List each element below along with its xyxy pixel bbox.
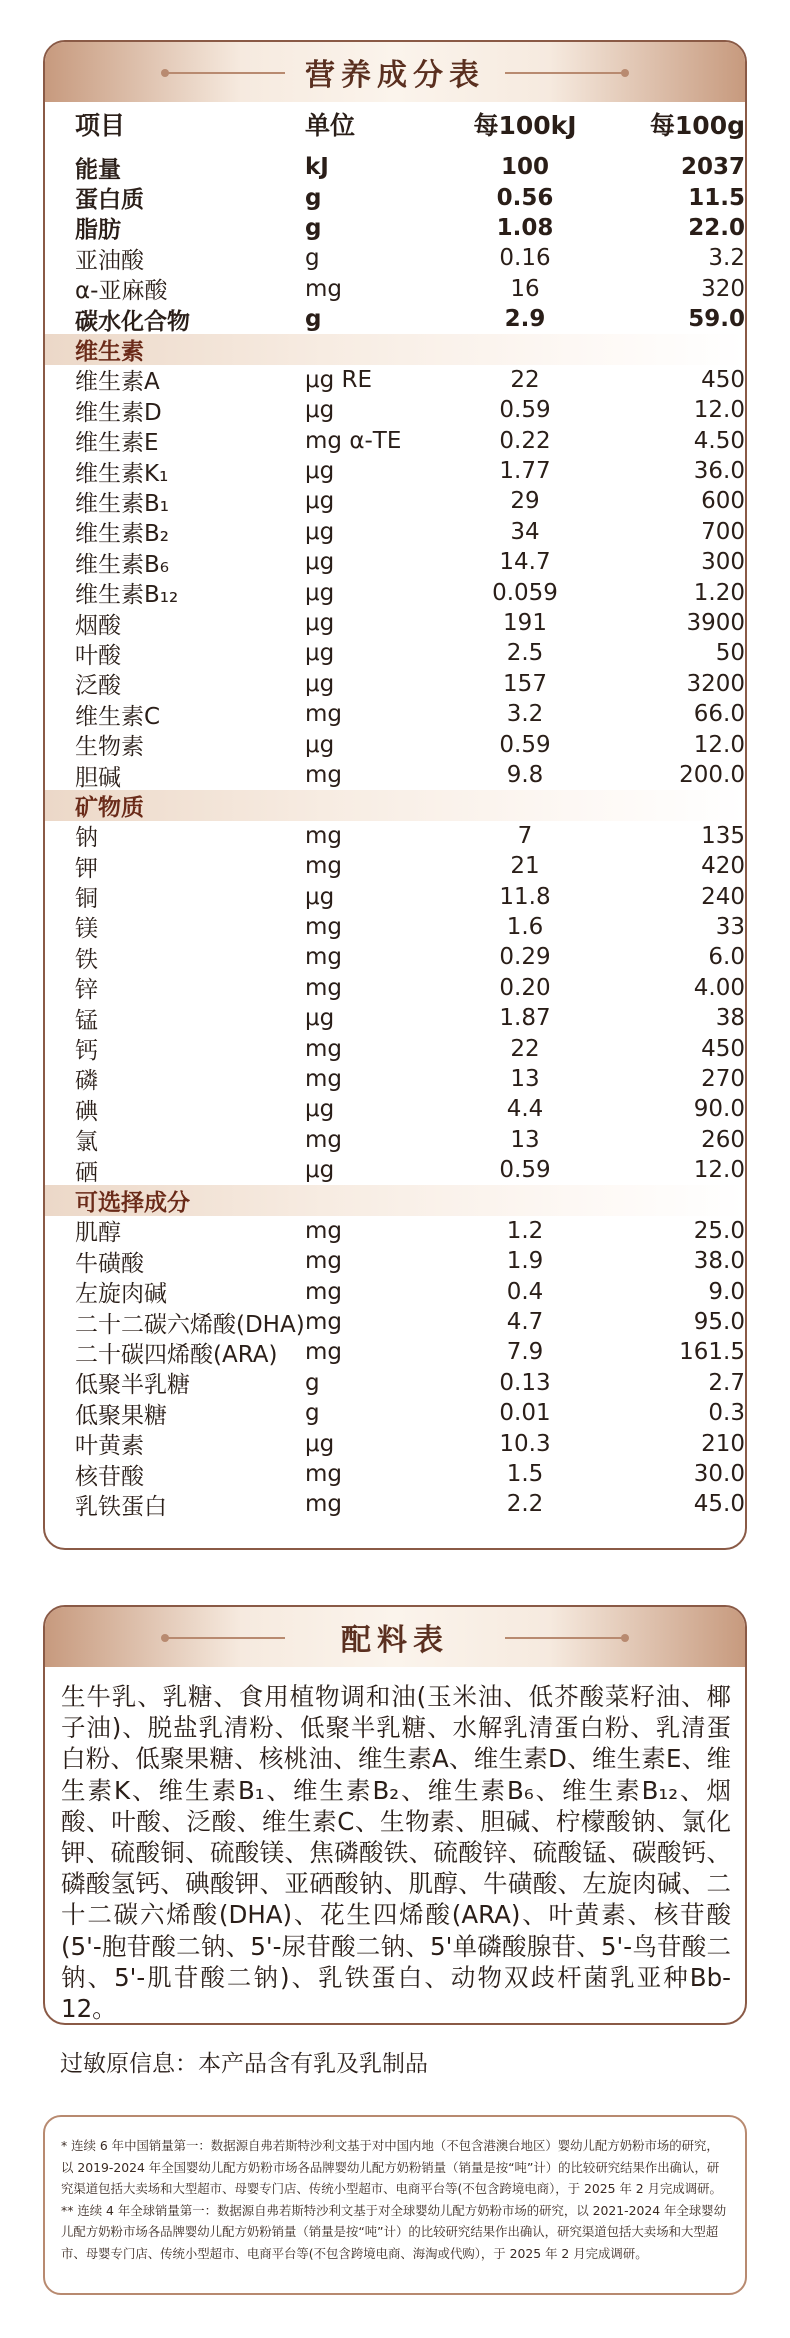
nutrient-name: 乳铁蛋白 bbox=[75, 1493, 167, 1520]
nutrient-name: 钠 bbox=[75, 825, 98, 852]
nutrient-per-kj: 22 bbox=[510, 366, 540, 393]
nutrient-name: 叶酸 bbox=[75, 642, 121, 669]
nutrient-name: 维生素B₂ bbox=[75, 521, 169, 548]
header-item: 项目 bbox=[75, 111, 126, 140]
nutrient-name: 牛磺酸 bbox=[75, 1250, 144, 1277]
nutrient-row bbox=[45, 274, 745, 304]
nutrient-row bbox=[45, 881, 745, 911]
nutrient-per-g: 210 bbox=[701, 1430, 745, 1457]
nutrient-per-g: 135 bbox=[701, 822, 745, 849]
nutrient-per-kj: 4.4 bbox=[506, 1096, 544, 1123]
nutrient-per-g: 33 bbox=[715, 913, 745, 940]
nutrient-unit: μg bbox=[305, 883, 335, 910]
nutrient-per-g: 1.20 bbox=[693, 579, 745, 606]
nutrient-name: 脂肪 bbox=[75, 217, 121, 244]
nutrient-per-kj: 100 bbox=[500, 154, 549, 181]
nutrient-per-kj: 13 bbox=[510, 1126, 540, 1153]
nutrient-name: 亚油酸 bbox=[75, 247, 144, 274]
nutrient-per-g: 50 bbox=[715, 640, 745, 667]
nutrient-name: 碳水化合物 bbox=[75, 308, 190, 335]
nutrient-per-kj: 10.3 bbox=[499, 1430, 551, 1457]
nutrient-per-kj: 22 bbox=[510, 1035, 540, 1062]
nutrient-per-kj: 0.59 bbox=[499, 1157, 551, 1184]
nutrient-name: 二十二碳六烯酸(DHA) bbox=[75, 1311, 305, 1338]
table-body bbox=[45, 146, 745, 1520]
header-decoration-left bbox=[165, 1637, 285, 1639]
nutrient-row bbox=[45, 1216, 745, 1246]
nutrient-row bbox=[45, 365, 745, 395]
nutrient-name: 维生素K₁ bbox=[75, 460, 169, 487]
nutrient-unit: μg bbox=[305, 488, 335, 515]
nutrient-row bbox=[45, 729, 745, 759]
nutrition-facts-card bbox=[43, 40, 747, 1550]
nutrient-row bbox=[45, 456, 745, 486]
nutrient-per-kj: 1.08 bbox=[496, 214, 554, 241]
nutrient-unit: g bbox=[305, 214, 322, 241]
nutrient-per-kj: 1.5 bbox=[506, 1460, 544, 1487]
nutrient-unit: mg bbox=[305, 701, 343, 728]
nutrient-per-kj: 0.59 bbox=[499, 397, 551, 424]
nutrient-row bbox=[45, 1398, 745, 1428]
nutrient-per-g: 6.0 bbox=[708, 944, 745, 971]
nutrient-unit: kJ bbox=[305, 154, 329, 181]
nutrient-per-g: 3900 bbox=[686, 610, 745, 637]
nutrient-per-g: 59.0 bbox=[688, 306, 745, 333]
nutrient-per-kj: 191 bbox=[503, 610, 547, 637]
nutrient-row bbox=[45, 395, 745, 425]
nutrient-row bbox=[45, 243, 745, 273]
nutrient-name: 核苷酸 bbox=[75, 1463, 144, 1490]
nutrient-unit: μg bbox=[305, 1430, 335, 1457]
nutrient-row bbox=[45, 608, 745, 638]
nutrient-unit: g bbox=[305, 1400, 320, 1427]
nutrient-name: 蛋白质 bbox=[75, 187, 144, 214]
nutrient-per-g: 36.0 bbox=[693, 458, 745, 485]
nutrient-per-g: 3.2 bbox=[708, 245, 745, 272]
header-decoration-right bbox=[505, 72, 625, 74]
nutrient-unit: μg bbox=[305, 397, 335, 424]
nutrient-unit: mg bbox=[305, 1217, 343, 1244]
nutrient-name: 锌 bbox=[75, 977, 98, 1004]
footnote: * 连续 6 年中国销量第一：数据源自弗若斯特沙利文基于对中国内地（不包含港澳台地区）婴幼儿配方奶粉市场的研究，以 2019-2024 年全国婴幼儿配方奶粉市场各品牌婴幼儿配方奶粉销量（销量是按“吨”计）的比较研究结果作出确认，研究渠道包括大卖场和大型超市、母婴专门店、传统小型超市、电商平台等(不包含跨境电商），于 2025 年 2 月完成调研。** 连续 4 年全球销量第一：数据源自弗若斯特沙利文基于对全球婴幼儿配方奶粉市场的研究，以 2021-2024 年全球婴幼儿配方奶粉市场各品牌婴幼儿配方奶粉销量（销量是按“吨”计）的比较研究结果作出确认，研究渠道包括大卖场和大型超市、母婴专门店、传统小型超市、电商平台等(不包含跨境电商、海淘或代购），于 2025 年 2 月完成调研。 bbox=[43, 2115, 747, 2295]
nutrient-per-g: 9.0 bbox=[708, 1278, 745, 1305]
nutrient-row bbox=[45, 1459, 745, 1489]
nutrient-per-kj: 0.01 bbox=[499, 1400, 551, 1427]
nutrient-name: 锰 bbox=[75, 1007, 98, 1034]
nutrient-per-g: 11.5 bbox=[688, 184, 745, 211]
nutrient-per-g: 12.0 bbox=[693, 397, 745, 424]
nutrient-name: 维生素B₆ bbox=[75, 551, 169, 578]
nutrient-name: 钾 bbox=[75, 855, 98, 882]
nutrient-per-g: 12.0 bbox=[693, 1157, 745, 1184]
header-decoration-right bbox=[505, 1637, 625, 1639]
nutrient-row bbox=[45, 1155, 745, 1185]
nutrient-unit: μg bbox=[305, 1096, 335, 1123]
nutrient-per-g: 95.0 bbox=[693, 1309, 745, 1336]
header-unit: 单位 bbox=[305, 111, 356, 140]
nutrient-row bbox=[45, 1489, 745, 1519]
nutrient-row bbox=[45, 1246, 745, 1276]
nutrient-unit: mg bbox=[305, 1248, 343, 1275]
nutrition-title: 营养成分表 bbox=[305, 58, 485, 93]
nutrient-per-kj: 1.87 bbox=[499, 1005, 551, 1032]
nutrient-name: 硒 bbox=[75, 1159, 98, 1186]
nutrient-unit: g bbox=[305, 1369, 320, 1396]
nutrient-row bbox=[45, 1307, 745, 1337]
nutrient-row bbox=[45, 577, 745, 607]
nutrient-row bbox=[45, 669, 745, 699]
nutrient-row bbox=[45, 1094, 745, 1124]
nutrient-unit: mg bbox=[305, 913, 343, 940]
header-decoration-left bbox=[165, 72, 285, 74]
nutrient-per-g: 260 bbox=[701, 1126, 745, 1153]
nutrient-name: 维生素C bbox=[75, 703, 161, 730]
nutrient-row bbox=[45, 1033, 745, 1063]
nutrient-per-g: 600 bbox=[701, 488, 745, 515]
nutrient-row bbox=[45, 1064, 745, 1094]
nutrient-per-kj: 9.8 bbox=[506, 762, 544, 788]
nutrient-name: 低聚半乳糖 bbox=[75, 1372, 190, 1399]
nutrient-row bbox=[45, 486, 745, 516]
nutrient-per-g: 700 bbox=[701, 518, 745, 545]
nutrition-header bbox=[45, 42, 745, 102]
nutrient-per-kj: 29 bbox=[510, 488, 540, 515]
nutrient-unit: mg bbox=[305, 853, 343, 880]
nutrient-row bbox=[45, 821, 745, 851]
nutrient-per-kj: 0.059 bbox=[492, 579, 558, 606]
nutrient-unit: mg bbox=[305, 1460, 343, 1487]
nutrient-row bbox=[45, 851, 745, 881]
nutrient-row bbox=[45, 1337, 745, 1367]
nutrient-name: 钙 bbox=[75, 1038, 98, 1065]
nutrient-unit: μg bbox=[305, 1157, 335, 1184]
nutrient-name: 左旋肉碱 bbox=[75, 1281, 167, 1308]
nutrient-per-kj: 1.9 bbox=[506, 1248, 544, 1275]
nutrient-per-kj: 0.59 bbox=[499, 731, 551, 758]
nutrient-per-kj: 0.4 bbox=[506, 1278, 544, 1305]
nutrient-unit: mg bbox=[305, 944, 343, 971]
ingredients-card bbox=[43, 1605, 747, 2025]
nutrient-per-kj: 7 bbox=[517, 822, 533, 849]
nutrient-per-kj: 0.20 bbox=[499, 974, 551, 1001]
nutrient-row bbox=[45, 973, 745, 1003]
header-per-kj: 每100kJ bbox=[473, 111, 577, 140]
nutrient-row bbox=[45, 1368, 745, 1398]
nutrient-unit: mg bbox=[305, 1278, 343, 1305]
section-heading: 维生素 bbox=[45, 334, 745, 364]
nutrient-unit: mg bbox=[305, 1035, 343, 1062]
nutrient-unit: mg bbox=[305, 762, 343, 788]
nutrient-per-g: 38.0 bbox=[693, 1248, 745, 1275]
nutrient-per-g: 38 bbox=[715, 1005, 745, 1032]
nutrient-per-kj: 11.8 bbox=[499, 883, 551, 910]
nutrient-row bbox=[45, 760, 745, 790]
nutrient-per-kj: 1.6 bbox=[506, 913, 544, 940]
nutrient-per-g: 2.7 bbox=[708, 1369, 745, 1396]
nutrient-unit: μg bbox=[305, 610, 335, 637]
section-heading: 矿物质 bbox=[45, 790, 745, 820]
nutrient-name: 镁 bbox=[75, 916, 98, 943]
nutrient-name: 维生素A bbox=[75, 369, 160, 396]
nutrient-per-g: 200.0 bbox=[679, 762, 745, 788]
nutrient-per-g: 3200 bbox=[686, 670, 745, 697]
nutrient-row bbox=[45, 1125, 745, 1155]
nutrient-per-kj: 0.56 bbox=[496, 184, 554, 211]
nutrient-per-kj: 7.9 bbox=[506, 1339, 544, 1366]
nutrient-per-g: 12.0 bbox=[693, 731, 745, 758]
nutrient-unit: mg bbox=[305, 1309, 343, 1336]
nutrient-per-g: 45.0 bbox=[693, 1491, 745, 1518]
nutrient-name: 低聚果糖 bbox=[75, 1402, 167, 1429]
ingredients-text: 生牛乳、乳糖、食用植物调和油(玉米油、低芥酸菜籽油、椰子油)、脱盐乳清粉、低聚半乳糖、水解乳清蛋白粉、乳清蛋白粉、低聚果糖、核桃油、维生素A、维生素D、维生素E、维生素K、维生素B₁、维生素B₂、维生素B₆、维生素B₁₂、烟酸、叶酸、泛酸、维生素C、生物素、胆碱、柠檬酸钠、氯化钾、硫酸铜、硫酸镁、焦磷酸铁、硫酸锌、硫酸锰、碳酸钙、磷酸氢钙、碘酸钾、亚硒酸钠、肌醇、牛磺酸、左旋肉碱、二十二碳六烯酸(DHA)、花生四烯酸(ARA)、叶黄素、核苷酸(5'-胞苷酸二钠、5'-尿苷酸二钠、5'单磷酸腺苷、5'-鸟苷酸二钠、5'-肌苷酸二钠)、乳铁蛋白、动物双歧杆菌乳亚种Bb-12。 bbox=[61, 1682, 731, 2024]
header-per-g: 每100g bbox=[649, 111, 745, 140]
nutrient-per-kj: 0.29 bbox=[499, 944, 551, 971]
nutrient-unit: mg bbox=[305, 1065, 343, 1092]
ingredients-header bbox=[45, 1607, 745, 1667]
section-heading: 可选择成分 bbox=[45, 1185, 745, 1215]
nutrient-name: 烟酸 bbox=[75, 612, 121, 639]
nutrient-unit: mg bbox=[305, 1491, 343, 1518]
nutrient-per-g: 420 bbox=[701, 853, 745, 880]
nutrient-row bbox=[45, 182, 745, 212]
nutrient-per-g: 450 bbox=[701, 366, 745, 393]
nutrient-per-kj: 2.2 bbox=[506, 1491, 544, 1518]
nutrient-per-kj: 13 bbox=[510, 1065, 540, 1092]
nutrient-unit: μg bbox=[305, 579, 335, 606]
nutrient-name: 肌醇 bbox=[75, 1220, 121, 1247]
nutrient-row bbox=[45, 638, 745, 668]
nutrient-unit: μg bbox=[305, 731, 335, 758]
nutrient-per-kj: 1.2 bbox=[506, 1217, 544, 1244]
nutrient-name: 能量 bbox=[75, 156, 121, 183]
nutrient-per-g: 4.00 bbox=[693, 974, 745, 1001]
nutrient-unit: μg bbox=[305, 518, 335, 545]
nutrient-row bbox=[45, 1276, 745, 1306]
nutrient-name: 维生素D bbox=[75, 399, 162, 426]
nutrient-name: 泛酸 bbox=[75, 673, 121, 700]
nutrient-unit: mg bbox=[305, 822, 343, 849]
nutrient-unit: g bbox=[305, 245, 320, 272]
nutrient-per-kj: 2.9 bbox=[504, 306, 546, 333]
nutrient-per-g: 0.3 bbox=[708, 1400, 745, 1427]
nutrient-per-kj: 14.7 bbox=[499, 549, 551, 576]
nutrient-per-g: 300 bbox=[701, 549, 745, 576]
nutrient-row bbox=[45, 1003, 745, 1033]
nutrient-per-kj: 16 bbox=[510, 275, 540, 302]
nutrient-unit: μg bbox=[305, 1005, 335, 1032]
nutrient-per-g: 270 bbox=[701, 1065, 745, 1092]
nutrient-per-g: 25.0 bbox=[693, 1217, 745, 1244]
nutrient-unit: g bbox=[305, 184, 322, 211]
nutrient-unit: μg bbox=[305, 640, 335, 667]
allergen-info: 过敏原信息：本产品含有乳及乳制品 bbox=[60, 2051, 428, 2077]
ingredients-title: 配料表 bbox=[341, 1623, 449, 1658]
nutrient-name: 氯 bbox=[75, 1129, 98, 1156]
nutrient-row bbox=[45, 942, 745, 972]
nutrient-per-g: 22.0 bbox=[688, 214, 745, 241]
nutrient-per-kj: 1.77 bbox=[499, 458, 551, 485]
nutrient-name: 胆碱 bbox=[75, 764, 121, 791]
nutrient-row bbox=[45, 426, 745, 456]
nutrient-name: 生物素 bbox=[75, 734, 144, 761]
nutrient-name: 维生素B₁₂ bbox=[75, 582, 179, 609]
nutrient-row bbox=[45, 304, 745, 334]
nutrient-unit: μg bbox=[305, 458, 335, 485]
nutrient-per-g: 240 bbox=[701, 883, 745, 910]
nutrient-name: 维生素B₁ bbox=[75, 491, 169, 517]
nutrient-per-g: 90.0 bbox=[693, 1096, 745, 1123]
nutrient-per-g: 450 bbox=[701, 1035, 745, 1062]
nutrient-name: 铜 bbox=[75, 886, 98, 913]
nutrient-name: 维生素E bbox=[75, 430, 159, 457]
nutrient-per-g: 30.0 bbox=[693, 1460, 745, 1487]
nutrient-row bbox=[45, 1428, 745, 1458]
nutrient-per-g: 320 bbox=[701, 275, 745, 302]
nutrient-name: 磷 bbox=[75, 1068, 98, 1095]
nutrient-per-g: 161.5 bbox=[679, 1339, 745, 1366]
nutrient-row bbox=[45, 152, 745, 182]
nutrient-unit: mg bbox=[305, 974, 343, 1001]
nutrient-row bbox=[45, 699, 745, 729]
nutrient-name: 铁 bbox=[75, 946, 98, 973]
nutrient-unit: μg bbox=[305, 549, 335, 576]
nutrient-unit: mg bbox=[305, 1126, 343, 1153]
nutrient-row bbox=[45, 213, 745, 243]
nutrient-unit: mg bbox=[305, 1339, 343, 1366]
nutrient-name: 碘 bbox=[75, 1098, 98, 1125]
nutrient-unit: μg bbox=[305, 670, 335, 697]
table-header bbox=[45, 102, 745, 146]
nutrient-per-kj: 3.2 bbox=[506, 701, 544, 728]
nutrient-per-g: 66.0 bbox=[693, 701, 745, 728]
nutrient-row bbox=[45, 547, 745, 577]
nutrient-name: 二十碳四烯酸(ARA) bbox=[75, 1341, 278, 1368]
nutrient-per-kj: 4.7 bbox=[506, 1309, 544, 1336]
nutrient-unit: g bbox=[305, 306, 322, 333]
nutrient-per-kj: 21 bbox=[510, 853, 540, 880]
nutrient-row bbox=[45, 517, 745, 547]
nutrient-per-kj: 157 bbox=[503, 670, 547, 697]
nutrient-name: α-亚麻酸 bbox=[75, 278, 168, 305]
nutrient-per-kj: 0.22 bbox=[499, 427, 551, 454]
nutrient-per-kj: 0.13 bbox=[499, 1369, 551, 1396]
nutrient-row bbox=[45, 912, 745, 942]
nutrient-unit: μg RE bbox=[305, 366, 373, 393]
nutrient-per-g: 4.50 bbox=[693, 427, 745, 454]
nutrient-per-kj: 34 bbox=[510, 518, 540, 545]
nutrient-per-kj: 0.16 bbox=[499, 245, 551, 272]
nutrient-per-kj: 2.5 bbox=[506, 640, 544, 667]
nutrient-name: 叶黄素 bbox=[75, 1433, 144, 1460]
nutrient-unit: mg α-TE bbox=[305, 427, 402, 454]
nutrient-per-g: 2037 bbox=[680, 154, 745, 181]
nutrient-unit: mg bbox=[305, 275, 343, 302]
